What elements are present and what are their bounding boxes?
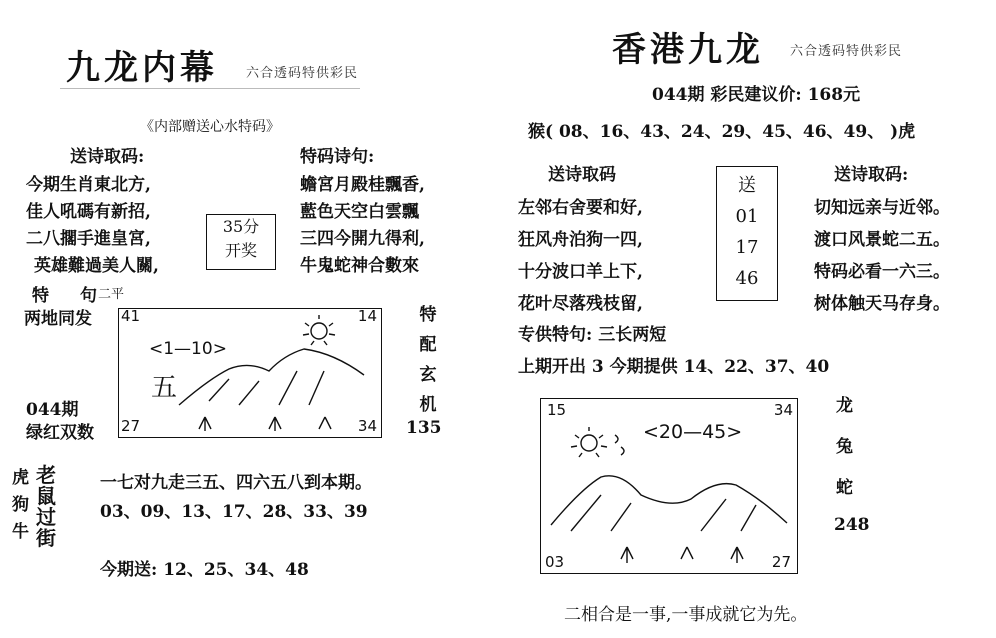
right-poem-a-line: 狂风舟泊狗一四,: [518, 230, 643, 250]
send-number: 17: [735, 237, 759, 258]
zodiac-item: 虎: [12, 468, 29, 488]
right-subtitle: 六合透码特供彩民: [790, 44, 903, 59]
left-poem-heading-b: 特码诗句:: [300, 147, 375, 167]
side-zodiac-item: 龙: [836, 396, 853, 416]
right-heading-b: 送诗取码:: [834, 165, 909, 185]
right-poem-b-line: 特码必看一六三。: [814, 262, 950, 282]
sketch-corner-br: 27: [771, 553, 791, 571]
left-poem-b-line: 牛鬼蛇神合數來: [300, 256, 419, 276]
left-line3: 今期送: 12、25、34、48: [100, 560, 309, 580]
left-laoshu: 老鼠过街: [36, 463, 56, 550]
left-issue: 044期: [26, 400, 79, 420]
sketch-corner-tl: 15: [547, 401, 567, 419]
right-send-box: [716, 166, 778, 301]
left-liangdi: 两地同发: [24, 309, 92, 329]
left-tema-suffix: 二平: [98, 287, 125, 302]
left-title-divider: [60, 88, 360, 89]
right-side-zodiac: [836, 386, 853, 509]
right-sketch-drawing: [541, 399, 797, 573]
left-line2: 03、09、13、17、28、33、39: [100, 502, 368, 522]
side-zodiac-item: 蛇: [836, 478, 853, 498]
left-lvhong: 绿红双数: [26, 423, 94, 443]
left-poem-a-line: 二八擱手進皇宮,: [26, 229, 151, 249]
right-poem-a-line: 左邻右舍要和好,: [518, 198, 643, 218]
left-sketch-drawing: [119, 309, 381, 437]
left-side-vertical: 特配玄机: [419, 305, 437, 415]
left-poem-b-line: 蟾宮月殿桂飄香,: [300, 175, 425, 195]
sketch-glyph: 五: [151, 373, 178, 403]
left-poem-heading-a: 送诗取码:: [70, 147, 145, 167]
left-sketch-box: [118, 308, 382, 438]
right-sketch-box: [540, 398, 798, 574]
right-footer: 二相合是一事,一事成就它为先。: [564, 605, 808, 625]
right-poem-b-line: 树体触天马存身。: [814, 294, 950, 314]
zodiac-item: 狗: [12, 495, 29, 515]
left-poem-a-line: 今期生肖東北方,: [26, 175, 151, 195]
zodiac-item: 牛: [12, 522, 29, 542]
left-timer-box: [206, 214, 276, 270]
left-poem-a-line: 佳人吼碼有新招,: [26, 202, 151, 222]
right-heading-a: 送诗取码: [548, 165, 616, 185]
send-label: 送: [738, 175, 756, 196]
left-tema-label: 特: [32, 286, 49, 306]
left-poem-b-line: 藍色天空白雲飄: [300, 202, 419, 222]
right-title: 香港九龙: [612, 30, 764, 70]
right-poem-b-line: 切知远亲与近邻。: [814, 198, 950, 218]
left-tema-ju: 句: [80, 286, 97, 306]
right-special: 专供特句: 三长两短: [518, 325, 667, 345]
left-poem-a-line: 英雄難過美人關,: [34, 256, 159, 276]
right-last-period: 上期开出 3 今期提供 14、22、37、40: [518, 357, 830, 377]
sketch-range: <20—45>: [643, 421, 743, 443]
right-issue-line: 044期 彩民建议价: 168元: [652, 85, 861, 105]
right-poem-a-line: 十分波口羊上下,: [518, 262, 643, 282]
left-title: 九龙内幕: [66, 48, 218, 88]
sketch-corner-tr: 34: [773, 401, 793, 419]
right-monkey-line: 猴( 08、16、43、24、29、45、46、49、 )虎: [528, 122, 916, 142]
right-side-number: 248: [834, 515, 870, 535]
left-zodiac-col: [12, 465, 29, 546]
side-zodiac-item: 兔: [836, 437, 853, 457]
sketch-corner-br: 34: [357, 417, 377, 435]
right-poem-b-line: 渡口风景蛇二五。: [814, 230, 950, 250]
left-banner: 《内部赠送心水特码》: [140, 119, 280, 135]
sketch-corner-tr: 14: [357, 307, 377, 325]
sketch-corner-bl: 03: [545, 553, 565, 571]
left-subtitle: 六合透码特供彩民: [246, 66, 359, 81]
timer-label: 开奖: [224, 241, 257, 260]
send-number: 46: [735, 268, 759, 289]
sketch-corner-bl: 27: [121, 417, 141, 435]
sketch-corner-tl: 41: [121, 307, 141, 325]
right-poem-a-line: 花叶尽落残枝留,: [518, 294, 643, 314]
send-number: 01: [735, 206, 759, 227]
left-side-number: 135: [406, 418, 442, 438]
left-line1: 一七对九走三五、四六五八到本期。: [100, 473, 372, 493]
timer-minutes: 35分: [222, 217, 260, 236]
sketch-range: <1—10>: [149, 339, 227, 359]
left-poem-b-line: 三四今開九得利,: [300, 229, 425, 249]
